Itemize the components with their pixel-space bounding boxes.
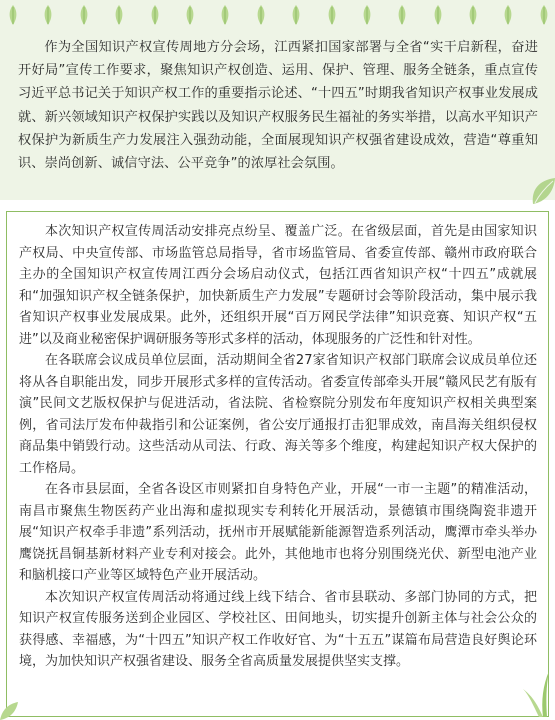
corner-leaf-icon xyxy=(0,700,20,720)
leaf-icon xyxy=(148,4,162,26)
intro-paragraph: 作为全国知识产权宣传周地方分会场，江西紧扣国家部署与全省“实干启新程，奋进开好局”宣传工作要求，聚焦知识产权创造、运用、保护、管理、服务全链条，重点宣传习近平总书记关于知识产权工作的重要指示论述、“十四五”时期我省知识产权事业发展成就、新兴领域知识产权保护实践以及知识产权服务民生福祉的务实举措，以高水平知识产权保护为新质生产力发展注入强劲动能，全面展现知识产权强省建设成效，营造“尊重知识、崇尚创新、诚信守法、公平竞争”的浓厚社会氛围。 xyxy=(18,40,538,172)
intro-box xyxy=(0,0,555,200)
grass-leaf-icon xyxy=(519,667,549,717)
leaf-icon xyxy=(395,4,409,26)
leaf-icon xyxy=(289,4,303,26)
leaf-border xyxy=(6,2,551,28)
body-paragraph: 本次知识产权宣传周活动安排亮点纷呈、覆盖广泛。在省级层面，首先是由国家知识产权局、中央宣传部、市场监管总局指导，省市场监管局、省委宣传部、赣州市政府联合主办的全国知识产权宣传周江西分会场启动仪式，包括江西省知识产权“十四五”成就展和“加强知识产权全链条保护，加快新质生产力发展”专题研讨会等阶段活动，集中展示我省知识产权事业发展成果。此外，还组织开展“百万网民学法律”知识竞赛、知识产权“五进”以及商业秘密保护调研服务等形式多样的活动，体现服务的广泛性和针对性。 xyxy=(19,224,537,347)
leaf-icon xyxy=(360,4,374,26)
leaf-icon xyxy=(537,4,551,26)
leaf-icon xyxy=(77,4,91,26)
activities-text xyxy=(19,221,537,673)
leaf-icon xyxy=(218,4,232,26)
body-paragraph: 在各联席会议成员单位层面，活动期间全省27家省知识产权部门联席会议成员单位还将从各自职能出发，同步开展形式多样的宣传活动。省委宣传部牵头开展“赣风民艺有版有演”民间文艺版权保护与促进活动，省法院、省检察院分别发布年度知识产权相关典型案例，省司法厅发布仲裁指引和公证案例，省公安厅通报打击犯罪成效，南昌海关组织侵权商品集中销毁行动。这些活动从司法、行政、海关等多个维度，构建起知识产权大保护的工作格局。 xyxy=(19,353,537,476)
leaf-icon xyxy=(6,4,20,26)
leaf-icon xyxy=(254,4,268,26)
leaf-icon xyxy=(325,4,339,26)
leaf-icon xyxy=(41,4,55,26)
leaf-icon xyxy=(183,4,197,26)
leaf-icon xyxy=(431,4,445,26)
corner-leaf-icon xyxy=(525,176,555,206)
leaf-icon xyxy=(466,4,480,26)
activities-box xyxy=(6,211,549,717)
leaf-icon xyxy=(501,4,515,26)
leaf-icon xyxy=(112,4,126,26)
body-paragraph: 本次知识产权宣传周活动将通过线上线下结合、省市县联动、多部门协同的方式，把知识产权宣传服务送到企业园区、学校社区、田间地头，切实提升创新主体与社会公众的获得感、幸福感，为“十四五”知识产权工作收好官、为“十五五”谋篇布局营造良好舆论环境，为加快知识产权强省建设、服务全省高质量发展提供坚实支撑。 xyxy=(19,589,537,669)
body-paragraph: 在各市县层面，全省各设区市则紧扣自身特色产业，开展“一市一主题”的精准活动，南昌市聚焦生物医药产业出海和虚拟现实专利转化开展活动，景德镇市围绕陶瓷非遗开展“知识产权牵手非遗”系列活动，抚州市开展赋能新能源智造系列活动，鹰潭市牵头举办鹰饶抚昌铜基新材料产业专利对接会。此外，其他地市也将分别围绕光伏、新型电池产业和脑机接口产业等区域特色产业开展活动。 xyxy=(19,482,537,583)
